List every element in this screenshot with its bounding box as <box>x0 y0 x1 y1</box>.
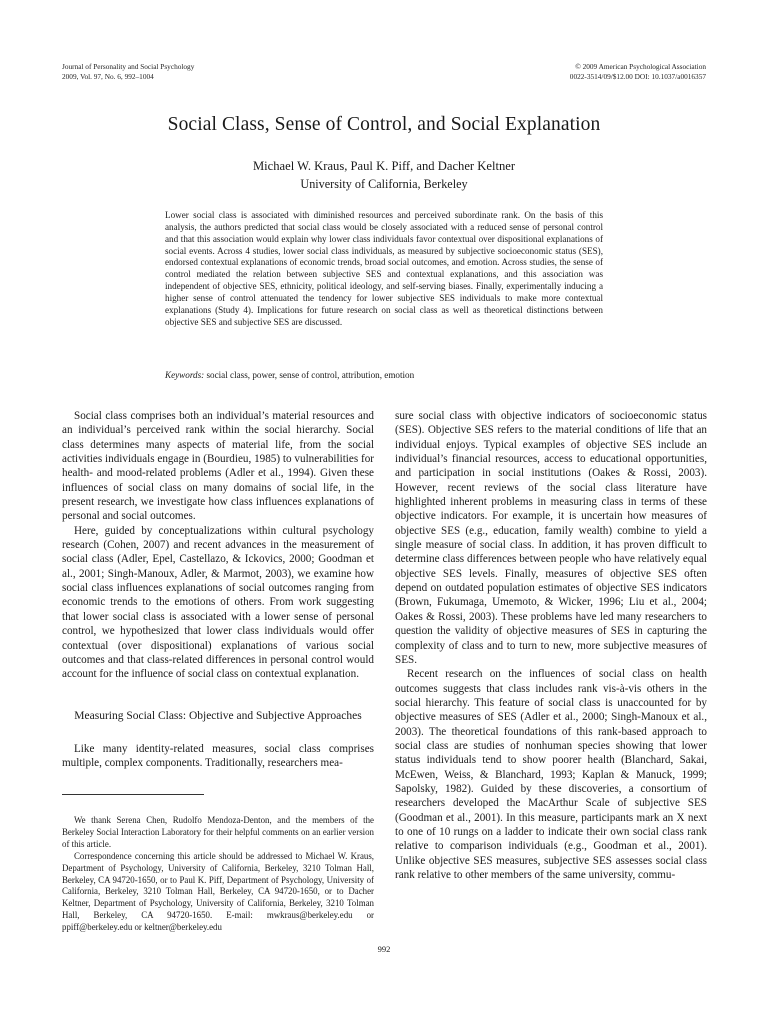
journal-name: Journal of Personality and Social Psychology <box>62 62 195 71</box>
footnotes <box>62 815 374 934</box>
footnote-rule <box>62 794 204 795</box>
acknowledgment-footnote: We thank Serena Chen, Rudolfo Mendoza-Denton, and the members of the Berkeley Social Interaction Laboratory for their helpful comments on an earlier version of this article. <box>62 815 374 849</box>
right-paragraph-1: sure social class with objective indicators of socioeconomic status (SES). Objective SES refers to the material conditions of life that an individual enjoys. Typical examples of objective SES include an individual’s financial resources, access to educational opportunities, and participation in social institutions (Oakes & Rossi, 2003). However, recent reviews of the social class literature have highlighted inherent problems in measuring class in terms of these objective indicators. For example, it is uncertain how measures of objective SES (e.g., education, family wealth) combine to yield a single measure of social class. In addition, it has proven difficult to determine class differences between people who have relatively equal objective SES levels. Finally, measures of objective SES often depend on outdated population estimates of objective SES indicators (Brown, Fukumaga, Umemoto, & Wicker, 1996; Liu et al., 2004; Oakes & Rossi, 2003). These problems have led many researchers to question the validity of objective measures of SES in capturing the complexity of class and to turn to new, more subjective measures of SES. <box>395 410 707 666</box>
affiliation: University of California, Berkeley <box>300 177 468 191</box>
keywords-text: social class, power, sense of control, attribution, emotion <box>206 370 415 380</box>
journal-header <box>62 62 194 81</box>
intro-paragraph-1: Social class comprises both an individual’s material resources and an individual’s perceived rank within the social hierarchy. Social class determines many aspects of material life, from the social activities individuals engage in (Bourdieu, 1985) to vulnerabilities for health- and mood-related problems (Adler et al., 1994). Given these influences of social class on many domains of social life, in the present research, we investigate how class influences explanations of personal and social outcomes. <box>62 410 374 523</box>
doi-line: 0022-3514/09/$12.00 DOI: 10.1037/a0016357 <box>569 71 706 81</box>
correspondence-footnote: Correspondence concerning this article should be addressed to Michael W. Kraus, Department of Psychology, University of California, Berkeley, 3210 Tolman Hall, Berkeley, CA 94720-1650, or to Paul K. Piff, Department of Psychology, University of California, Berkeley, 3210 Tolman Hall, Berkeley, CA 94720-1650, or to Dacher Keltner, Department of Psychology, University of California, Berkeley, 3210 Tolman Hall, Berkeley, CA 94720-1650. E-mail: mwkraus@berkeley.edu or ppiff@berkeley.edu or keltner@berkeley.edu <box>62 850 374 933</box>
right-column <box>395 409 707 882</box>
copyright-header <box>570 62 706 81</box>
section-paragraph-1: Like many identity-related measures, social class comprises multiple, complex components. Traditionally, researchers mea- <box>62 743 374 770</box>
left-column-section <box>62 742 374 771</box>
keywords-label: Keywords: <box>165 370 205 380</box>
journal-volume: 2009, Vol. 97, No. 6, 992–1004 <box>62 71 154 81</box>
article-title: Social Class, Sense of Control, and Social Explanation <box>167 114 601 135</box>
page-number: 992 <box>377 944 391 954</box>
section-heading: Measuring Social Class: Objective and Subjective Approaches <box>74 710 362 722</box>
right-paragraph-2: Recent research on the influences of social class on health outcomes suggests that class includes rank vis-à-vis others in the social hierarchy. This feature of social class is unaccounted for by objective measures of SES (Adler et al., 2000; Singh-Manoux et al., 2003). The theoretical foundations of this rank-based approach to social class are studies of nonhuman species showing that lower status individuals tend to show poorer health (Blanchard, Sakai, McEwen, Weiss, & Blanchard, 1993; Kaplan & Manuck, 1999; Sapolsky, 1982). Guided by these discoveries, a consortium of researchers developed the MacArthur Scale of subjective SES (Goodman et al., 2001). In this measure, participants mark an X next to one of 10 rungs on a ladder to indicate their own social class rank relative to comparison individuals (e.g., Goodman et al., 2001). Unlike objective SES measures, subjective SES assesses social class rank relative to other members of the same university, commu- <box>395 668 707 881</box>
left-column-intro <box>62 409 374 682</box>
author-list: Michael W. Kraus, Paul K. Piff, and Dacher Keltner <box>252 159 516 173</box>
keywords <box>165 370 603 380</box>
copyright-line: © 2009 American Psychological Association <box>575 62 706 71</box>
abstract: Lower social class is associated with diminished resources and perceived subordinate rank. On the basis of this analysis, the authors predicted that social class would be closely associated with a reduced sense of personal control and that this association would explain why lower class individuals favor contextual over dispositional explanations of social events. Across 4 studies, lower social class individuals, as measured by subjective socioeconomic status (SES), endorsed contextual explanations of economic trends, broad social outcomes, and emotion. Across studies, the sense of control mediated the relation between subjective SES and contextual explanations, and this association was independent of objective SES, ethnicity, political ideology, and self-serving biases. Finally, experimentally inducing a higher sense of control attenuated the tendency for lower subjective SES individuals to make more contextual explanations (Study 4). Implications for future research on social class as well as theoretical distinctions between objective SES and subjective SES are discussed. <box>165 210 603 327</box>
intro-paragraph-2: Here, guided by conceptualizations within cultural psychology research (Cohen, 2007) and recent advances in the measurement of social class (Adler, Epel, Castellazo, & Ickovics, 2000; Goodman et al., 2001; Singh-Manoux, Adler, & Marmot, 2003), we examine how social class influences explanations of social outcomes ranging from economic trends to the emotions of others. From work suggesting that lower social class is associated with a lower sense of personal control, we hypothesized that lower class individuals would offer contextual (over dispositional) explanations of various social outcomes and that class-related differences in personal control would account for the influence of social class on contextual explanation. <box>62 524 374 681</box>
